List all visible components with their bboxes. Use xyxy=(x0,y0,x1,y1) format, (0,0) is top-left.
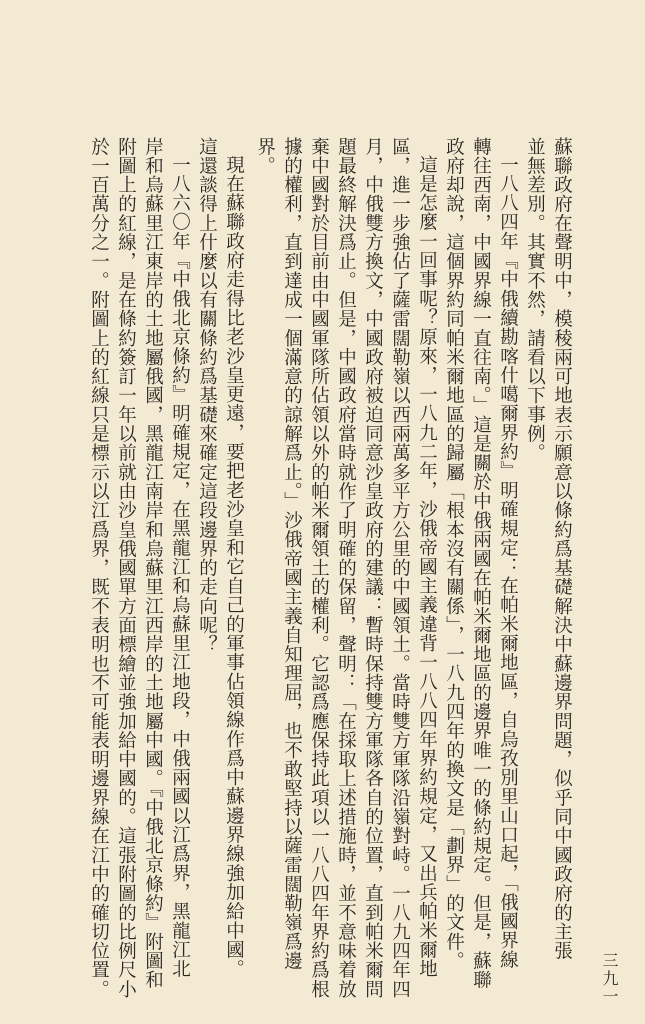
text-column-5: 政府却說，這個界約同帕米爾地區的歸屬「根本沒有關係」，一八九四年的換文是「劃界」的文件。 xyxy=(443,137,465,971)
page-number: 三九一 xyxy=(600,952,619,1006)
text-column-4: 轉往西南，中國界線一直往南。」這是關於中俄兩國在帕米爾地區的邊界唯一的條約規定。但是，蘇聯 xyxy=(470,137,492,990)
text-column-16: 岸和烏蘇里江東岸的土地屬俄國，黑龍江南岸和烏蘇里江西岸的土地屬中國。『中俄北京條約』附圖和 xyxy=(142,137,164,990)
text-column-1: 蘇聯政府在聲明中，模稜兩可地表示願意以條約爲基礎解決中蘇邊界問題，似乎同中國政府的主張 xyxy=(551,137,573,961)
text-column-3: 一八八四年『中俄續勘喀什噶爾界約』明確規定：在帕米爾地區，自烏孜別里山口起，「俄國界線 xyxy=(497,155,519,970)
text-column-12: 界。 xyxy=(254,137,276,176)
text-column-6: 這是怎麼一回事呢？原來，一八九二年，沙俄帝國主義違背一八八四年界約規定，又出兵帕米爾地 xyxy=(416,155,438,979)
text-column-18: 於一百萬分之一。附圖上的紅線只是標示以江爲界，既不表明也不可能表明邊界線在江中的確切位置。 xyxy=(88,137,110,999)
text-column-11: 據的權利，直到達成一個滿意的諒解爲止。」沙俄帝國主義自知理屈，也不敢堅持以薩雷闊勒嶺爲邊 xyxy=(281,137,303,971)
text-column-9: 題最終解決爲止。但是，中國政府當時就作了明確的保留，聲明：「在採取上述措施時，並不意味着放 xyxy=(335,137,357,999)
text-column-13: 現在蘇聯政府走得比老沙皇更遠，要把老沙皇和它自己的軍事佔領線作爲中蘇邊界線強加給中國。 xyxy=(223,155,245,979)
text-column-17: 附圖上的紅線，是在條約簽訂一年以前就由沙皇俄國單方面標繪並強加給中國的。這張附圖的比例尺小 xyxy=(115,137,137,999)
text-column-15: 一八六〇年『中俄北京條約』明確規定，在黑龍江和烏蘇里江地段，中俄兩國以江爲界，黑龍江北 xyxy=(169,155,191,979)
text-column-2: 並無差別。其實不然，請看以下事例。 xyxy=(524,137,546,463)
text-column-8: 月，中俄雙方換文，中國政府被迫同意沙皇政府的建議：暫時保持雙方軍隊各自的位置，直到帕米爾問 xyxy=(362,137,384,999)
text-column-14: 這還談得上什麼以有關條約爲基礎來確定這段邊界的走向呢？ xyxy=(196,137,218,655)
text-column-10: 棄中國對於目前由中國軍隊所佔領以外的帕米爾領土的權利。它認爲應保持此項以一八八四年界約爲根 xyxy=(308,137,330,999)
text-column-7: 區，進一步強佔了薩雷闊勒嶺以西兩萬多平方公里的中國領土。當時雙方軍隊沿嶺對峙。一八九四年四 xyxy=(389,137,411,999)
